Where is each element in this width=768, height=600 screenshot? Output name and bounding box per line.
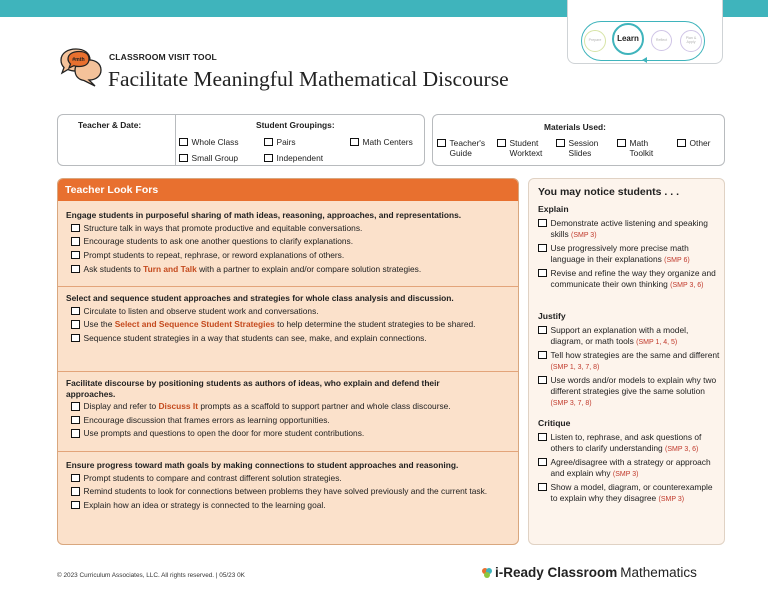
brand-regular: Mathematics bbox=[620, 565, 697, 580]
look-for-item[interactable] bbox=[66, 250, 510, 261]
box-divider bbox=[175, 115, 176, 165]
item-text: Demonstrate active listening and speaking skills (SMP 3) bbox=[550, 217, 708, 239]
look-fors-section-3 bbox=[58, 378, 518, 442]
checkbox[interactable] bbox=[350, 138, 359, 147]
document-kicker: CLASSROOM VISIT TOOL bbox=[109, 52, 217, 62]
notice-students-panel bbox=[528, 178, 725, 545]
checkbox[interactable] bbox=[71, 429, 80, 438]
checkbox[interactable] bbox=[71, 487, 80, 496]
look-for-item[interactable] bbox=[66, 236, 510, 247]
item-text: Encourage students to ask one another questions to clarify explanations. bbox=[83, 236, 354, 247]
student-groupings-label: Student Groupings: bbox=[256, 120, 335, 130]
checkbox[interactable] bbox=[538, 351, 547, 360]
section-heading: Ensure progress toward math goals by making connections to student approaches and reasoning. bbox=[66, 460, 459, 470]
item-text: Prompt students to compare and contrast different solution strategies. bbox=[83, 472, 342, 483]
checkbox[interactable] bbox=[71, 307, 80, 316]
checkbox[interactable] bbox=[556, 139, 565, 148]
group-heading: Explain bbox=[538, 204, 569, 214]
grouping-option-whole-class[interactable] bbox=[179, 137, 239, 147]
look-for-item[interactable] bbox=[66, 486, 491, 497]
item-text: Use progressively more precise math language in their explanations (SMP 6) bbox=[550, 242, 690, 264]
discuss-it-link[interactable]: Discuss It bbox=[158, 401, 199, 411]
option-label: Math Centers bbox=[362, 137, 413, 147]
item-text: Remind students to look for connections between problems they have solved previously and the current task. bbox=[83, 486, 488, 497]
checkbox[interactable] bbox=[437, 139, 446, 148]
option-label: Pairs bbox=[276, 137, 296, 147]
look-for-item[interactable] bbox=[66, 319, 510, 330]
smp-tag: (SMP 3, 7, 8) bbox=[550, 399, 592, 407]
brand-bold: i-Ready Classroom bbox=[495, 565, 618, 580]
checkbox[interactable] bbox=[71, 251, 80, 260]
item-text: Sequence student strategies in a way that students can see, make, and explain connections. bbox=[83, 332, 427, 343]
checkbox[interactable] bbox=[538, 483, 547, 492]
checkbox[interactable] bbox=[179, 138, 188, 147]
teacher-groupings-box bbox=[57, 114, 425, 166]
checkbox[interactable] bbox=[538, 219, 547, 228]
option-label: Other bbox=[689, 138, 711, 148]
option-label: Teacher's Guide bbox=[449, 138, 486, 159]
notice-group-critique bbox=[538, 418, 720, 507]
item-text: Use words and/or models to explain why two different strategies give the same solution (SMP 3, 7, 8) bbox=[550, 374, 717, 407]
grouping-option-small-group[interactable] bbox=[179, 153, 238, 163]
look-fors-section-4 bbox=[58, 460, 518, 514]
materials-used-label: Materials Used: bbox=[544, 122, 606, 132]
item-text: Display and refer to Discuss It prompts as a scaffold to support partner and whole class discourse. bbox=[83, 401, 451, 411]
item-text: Support an explanation with a model, diagram, or math tools (SMP 1, 4, 5) bbox=[550, 324, 689, 346]
smp-tag: (SMP 3, 6) bbox=[665, 445, 699, 453]
checkbox[interactable] bbox=[538, 433, 547, 442]
cycle-node-reflect: Reflect bbox=[651, 30, 672, 51]
look-for-item[interactable] bbox=[66, 428, 510, 439]
cycle-arrow-icon bbox=[642, 57, 647, 63]
checkbox[interactable] bbox=[538, 458, 547, 467]
material-option-session-slides[interactable] bbox=[556, 138, 608, 158]
material-option-other[interactable] bbox=[677, 138, 710, 148]
checkbox[interactable] bbox=[71, 320, 80, 329]
svg-text:#mth: #mth bbox=[72, 57, 85, 63]
checkbox[interactable] bbox=[617, 139, 626, 148]
option-label: Small Group bbox=[191, 153, 239, 163]
look-for-item[interactable] bbox=[66, 401, 510, 412]
item-text: Structure talk in ways that promote productive and equitable conversations. bbox=[83, 222, 363, 233]
checkbox[interactable] bbox=[71, 224, 80, 233]
smp-tag: (SMP 6) bbox=[664, 256, 690, 264]
option-label: Math Toolkit bbox=[629, 138, 654, 159]
smp-tag: (SMP 1, 3, 7, 8) bbox=[550, 363, 600, 371]
look-fors-section-1 bbox=[58, 210, 518, 277]
item-text: Prompt students to repeat, rephrase, or reword explanations of others. bbox=[83, 249, 345, 260]
notice-item[interactable] bbox=[538, 375, 720, 408]
smp-tag: (SMP 3) bbox=[612, 470, 639, 478]
checkbox[interactable] bbox=[71, 501, 80, 510]
section-divider bbox=[58, 371, 518, 372]
checkbox[interactable] bbox=[71, 474, 80, 483]
notice-group-explain bbox=[538, 204, 720, 293]
section-heading: Select and sequence student approaches and strategies for whole class analysis and discussion. bbox=[66, 293, 454, 303]
smp-tag: (SMP 1, 4, 5) bbox=[636, 338, 678, 346]
look-for-item[interactable] bbox=[66, 333, 510, 344]
grouping-option-pairs[interactable] bbox=[264, 137, 296, 147]
look-for-item[interactable] bbox=[66, 500, 510, 511]
checkbox[interactable] bbox=[179, 154, 188, 163]
brand-footer bbox=[481, 565, 697, 582]
checkbox[interactable] bbox=[71, 416, 80, 425]
cycle-node-prepare: Prepare bbox=[584, 30, 606, 52]
group-heading: Justify bbox=[538, 311, 566, 321]
item-text: Revise and refine the way they organize and communicate their own thinking (SMP 3, 6) bbox=[550, 267, 716, 289]
notice-item[interactable] bbox=[538, 268, 720, 290]
checkbox[interactable] bbox=[538, 244, 547, 253]
material-option-math-toolkit[interactable] bbox=[617, 138, 667, 158]
option-label: Student Worktext bbox=[509, 138, 543, 159]
cycle-node-learn: Learn bbox=[612, 23, 644, 55]
item-text: Use prompts and questions to open the door for more student contributions. bbox=[83, 428, 365, 439]
checkbox[interactable] bbox=[71, 265, 80, 274]
speech-bubbles-icon bbox=[57, 46, 103, 88]
look-fors-title: Teacher Look Fors bbox=[58, 179, 518, 201]
material-option-teachers-guide[interactable] bbox=[437, 138, 495, 158]
item-text: Agree/disagree with a strategy or approach and explain why (SMP 3) bbox=[550, 456, 711, 478]
notice-item[interactable] bbox=[538, 350, 720, 372]
grouping-option-math-centers[interactable] bbox=[350, 137, 413, 147]
item-text: Circulate to listen and observe student work and conversations. bbox=[83, 305, 319, 316]
notice-item[interactable] bbox=[538, 457, 720, 479]
option-label: Whole Class bbox=[191, 137, 239, 147]
page-title: Facilitate Meaningful Mathematical Discourse bbox=[108, 67, 509, 91]
section-heading: Facilitate discourse by positioning students as authors of ideas, who explain and defend their approaches. bbox=[66, 378, 440, 399]
item-text: Use the Select and Sequence Student Strategies to help determine the student strategies to be shared. bbox=[83, 319, 476, 330]
notice-item[interactable] bbox=[538, 432, 720, 454]
item-text: Encourage discussion that frames errors as learning opportunities. bbox=[83, 414, 330, 425]
checkbox[interactable] bbox=[264, 154, 273, 163]
look-for-item[interactable] bbox=[66, 415, 510, 426]
materials-box bbox=[432, 114, 725, 166]
smp-tag: (SMP 3) bbox=[570, 231, 597, 239]
turn-and-talk-link[interactable]: Turn and Talk bbox=[143, 263, 197, 274]
material-option-student-worktext[interactable] bbox=[497, 138, 551, 158]
grouping-option-independent[interactable] bbox=[264, 153, 323, 163]
look-fors-section-2 bbox=[58, 293, 518, 347]
smp-tag: (SMP 3, 6) bbox=[670, 281, 704, 289]
notice-group-justify bbox=[538, 311, 720, 411]
checkbox[interactable] bbox=[71, 237, 80, 246]
checkbox[interactable] bbox=[497, 139, 506, 148]
item-text: Explain how an idea or strategy is connected to the learning goal. bbox=[83, 499, 326, 510]
look-for-item[interactable] bbox=[66, 306, 510, 317]
checkbox[interactable] bbox=[538, 376, 547, 385]
cycle-node-plan-apply: Plan & Apply bbox=[680, 30, 702, 52]
item-text: Show a model, diagram, or counterexample to explain why they disagree (SMP 3) bbox=[550, 481, 713, 503]
notice-item[interactable] bbox=[538, 218, 720, 240]
notice-item[interactable] bbox=[538, 482, 720, 504]
smp-tag: (SMP 3) bbox=[658, 495, 685, 503]
item-text: Tell how strategies are the same and different (SMP 1, 3, 7, 8) bbox=[550, 349, 720, 371]
option-label: Session Slides bbox=[568, 138, 599, 159]
copyright-text: © 2023 Curriculum Associates, LLC. All rights reserved. | 05/23 0K bbox=[57, 572, 245, 579]
notice-item[interactable] bbox=[538, 243, 720, 265]
look-for-item[interactable] bbox=[66, 264, 510, 275]
group-heading: Critique bbox=[538, 418, 571, 428]
teacher-date-label: Teacher & Date: bbox=[78, 120, 142, 130]
look-for-item[interactable] bbox=[66, 473, 510, 484]
checkbox[interactable] bbox=[71, 334, 80, 343]
item-text: Listen to, rephrase, and ask questions of others to clarify understanding (SMP 3, 6) bbox=[550, 431, 702, 453]
notice-item[interactable] bbox=[538, 325, 720, 347]
section-divider bbox=[58, 451, 518, 452]
learning-cycle-graphic bbox=[567, 0, 723, 64]
section-divider bbox=[58, 286, 518, 287]
checkbox[interactable] bbox=[264, 138, 273, 147]
iready-logo-icon bbox=[481, 567, 493, 579]
checkbox[interactable] bbox=[71, 402, 80, 411]
checkbox[interactable] bbox=[677, 139, 686, 148]
checkbox[interactable] bbox=[538, 269, 547, 278]
notice-title: You may notice students . . . bbox=[538, 186, 679, 198]
teacher-look-fors-panel bbox=[57, 178, 519, 545]
select-and-sequence-link[interactable]: Select and Sequence Student Strategies bbox=[114, 319, 275, 330]
section-heading: Engage students in purposeful sharing of math ideas, reasoning, approaches, and representations. bbox=[66, 210, 462, 220]
look-for-item[interactable] bbox=[66, 223, 510, 234]
option-label: Independent bbox=[276, 153, 324, 163]
checkbox[interactable] bbox=[538, 326, 547, 335]
item-text: Ask students to Turn and Talk with a partner to explain and/or compare solution strategies. bbox=[83, 263, 422, 274]
